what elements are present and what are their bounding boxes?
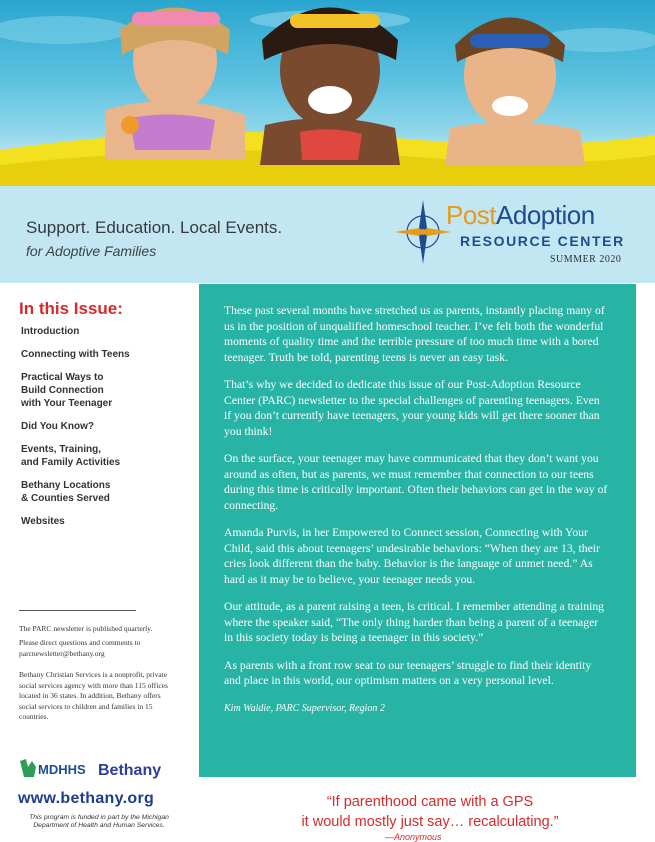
toc-item-connecting-with-teens[interactable]: Connecting with Teens [21, 349, 130, 360]
quote-attribution: —Anonymous [385, 832, 442, 842]
article-paragraph: On the surface, your teenager may have communicated that they don’t want you around as often, but as parents, we must remember that connection to our teens during this time is critically important. Often their behaviors can get in the way of connecting. [224, 452, 608, 512]
hero-photo [0, 0, 655, 186]
article-paragraph: That’s why we decided to dedicate this issue of our Post-Adoption Resource Center (PARC) newsletter to the special challenges of parenting teenagers. Even if you don’t currently have teenagers, your young kids will get there sooner than you think! [224, 378, 600, 438]
pull-quote-line-2: it would mostly just say… recalculating.” [301, 814, 559, 830]
subtagline: for Adoptive Families [26, 243, 157, 259]
note-about: Bethany Christian Services is a nonprofit, private social services agency with more than 115 offices located in 36 states. In addition, Bethany offers social services to children and families in 15 countries. [19, 670, 168, 721]
funding-note: This program is funded in part by the Michigan Department of Health and Human Services. [29, 814, 169, 829]
pull-quote-line-1: “If parenthood came with a GPS [326, 794, 534, 810]
issue-season: SUMMER 2020 [550, 254, 622, 265]
logo-title [446, 200, 595, 231]
toc-item-events[interactable]: Events, Training, and Family Activities [21, 444, 121, 468]
toc-item-practical-ways[interactable]: Practical Ways to Build Connection with Your Teenager [21, 372, 113, 409]
toc-item-introduction[interactable]: Introduction [21, 326, 80, 337]
note-questions: Please direct questions and comments to [19, 638, 141, 647]
sponsor-logos [18, 755, 188, 781]
tagline: Support. Education. Local Events. [26, 218, 283, 237]
table-of-contents [21, 325, 181, 538]
in-this-issue-heading: In this Issue: [19, 299, 123, 318]
hero-photo-illustration [0, 0, 655, 186]
article-signature: Kim Waldie, PARC Supervisor, Region 2 [224, 702, 385, 714]
sidebar-divider [19, 610, 136, 611]
bethany-logo-text: Bethany [98, 762, 162, 779]
toc-item-did-you-know[interactable]: Did You Know? [21, 421, 94, 432]
toc-item-websites[interactable]: Websites [21, 516, 65, 527]
website-link[interactable]: www.bethany.org [18, 790, 155, 807]
logo-subtitle: RESOURCE CENTER [460, 233, 625, 249]
pull-quote [270, 792, 590, 832]
article-body [224, 303, 609, 716]
article-paragraph: As parents with a front row seat to our teenagers’ struggle to find their identity and place in this world, our optimism matters on a very personal level. [224, 658, 592, 687]
toc-item-locations[interactable]: Bethany Locations & Counties Served [21, 480, 111, 504]
article-paragraph: Amanda Purvis, in her Empowered to Connect session, Connecting with Your Child, said this about teenagers’ undesirable behaviors: “When they are 13, their cries look different than the baby. Behavior is the language of unmet need.” As hard as it may be to believe, your teenager needs you. [224, 526, 600, 586]
mdhhs-logo-text: MDHHS [38, 762, 86, 777]
logo-title-adoption: Adoption [496, 200, 595, 230]
article-paragraph: These past several months have stretched us as parents, instantly placing many of us in the position of unqualified homeschool teacher. I’ve felt both the wonderful moments of quality time and the terrible pressure of too much time with a bored teenager. Truth be told, parenting teens is never an easy task. [224, 304, 605, 364]
note-published: The PARC newsletter is published quarterly. [19, 624, 153, 633]
note-email[interactable]: parcnewsletter@bethany.org [19, 649, 105, 658]
logo-title-post: Post [446, 200, 497, 230]
article-paragraph: Our attitude, as a parent raising a teen, is critical. I remember attending a training where the speaker said, “The only thing harder than being a parent of a teenager in this society today is being a teenager in this society.” [224, 600, 605, 644]
